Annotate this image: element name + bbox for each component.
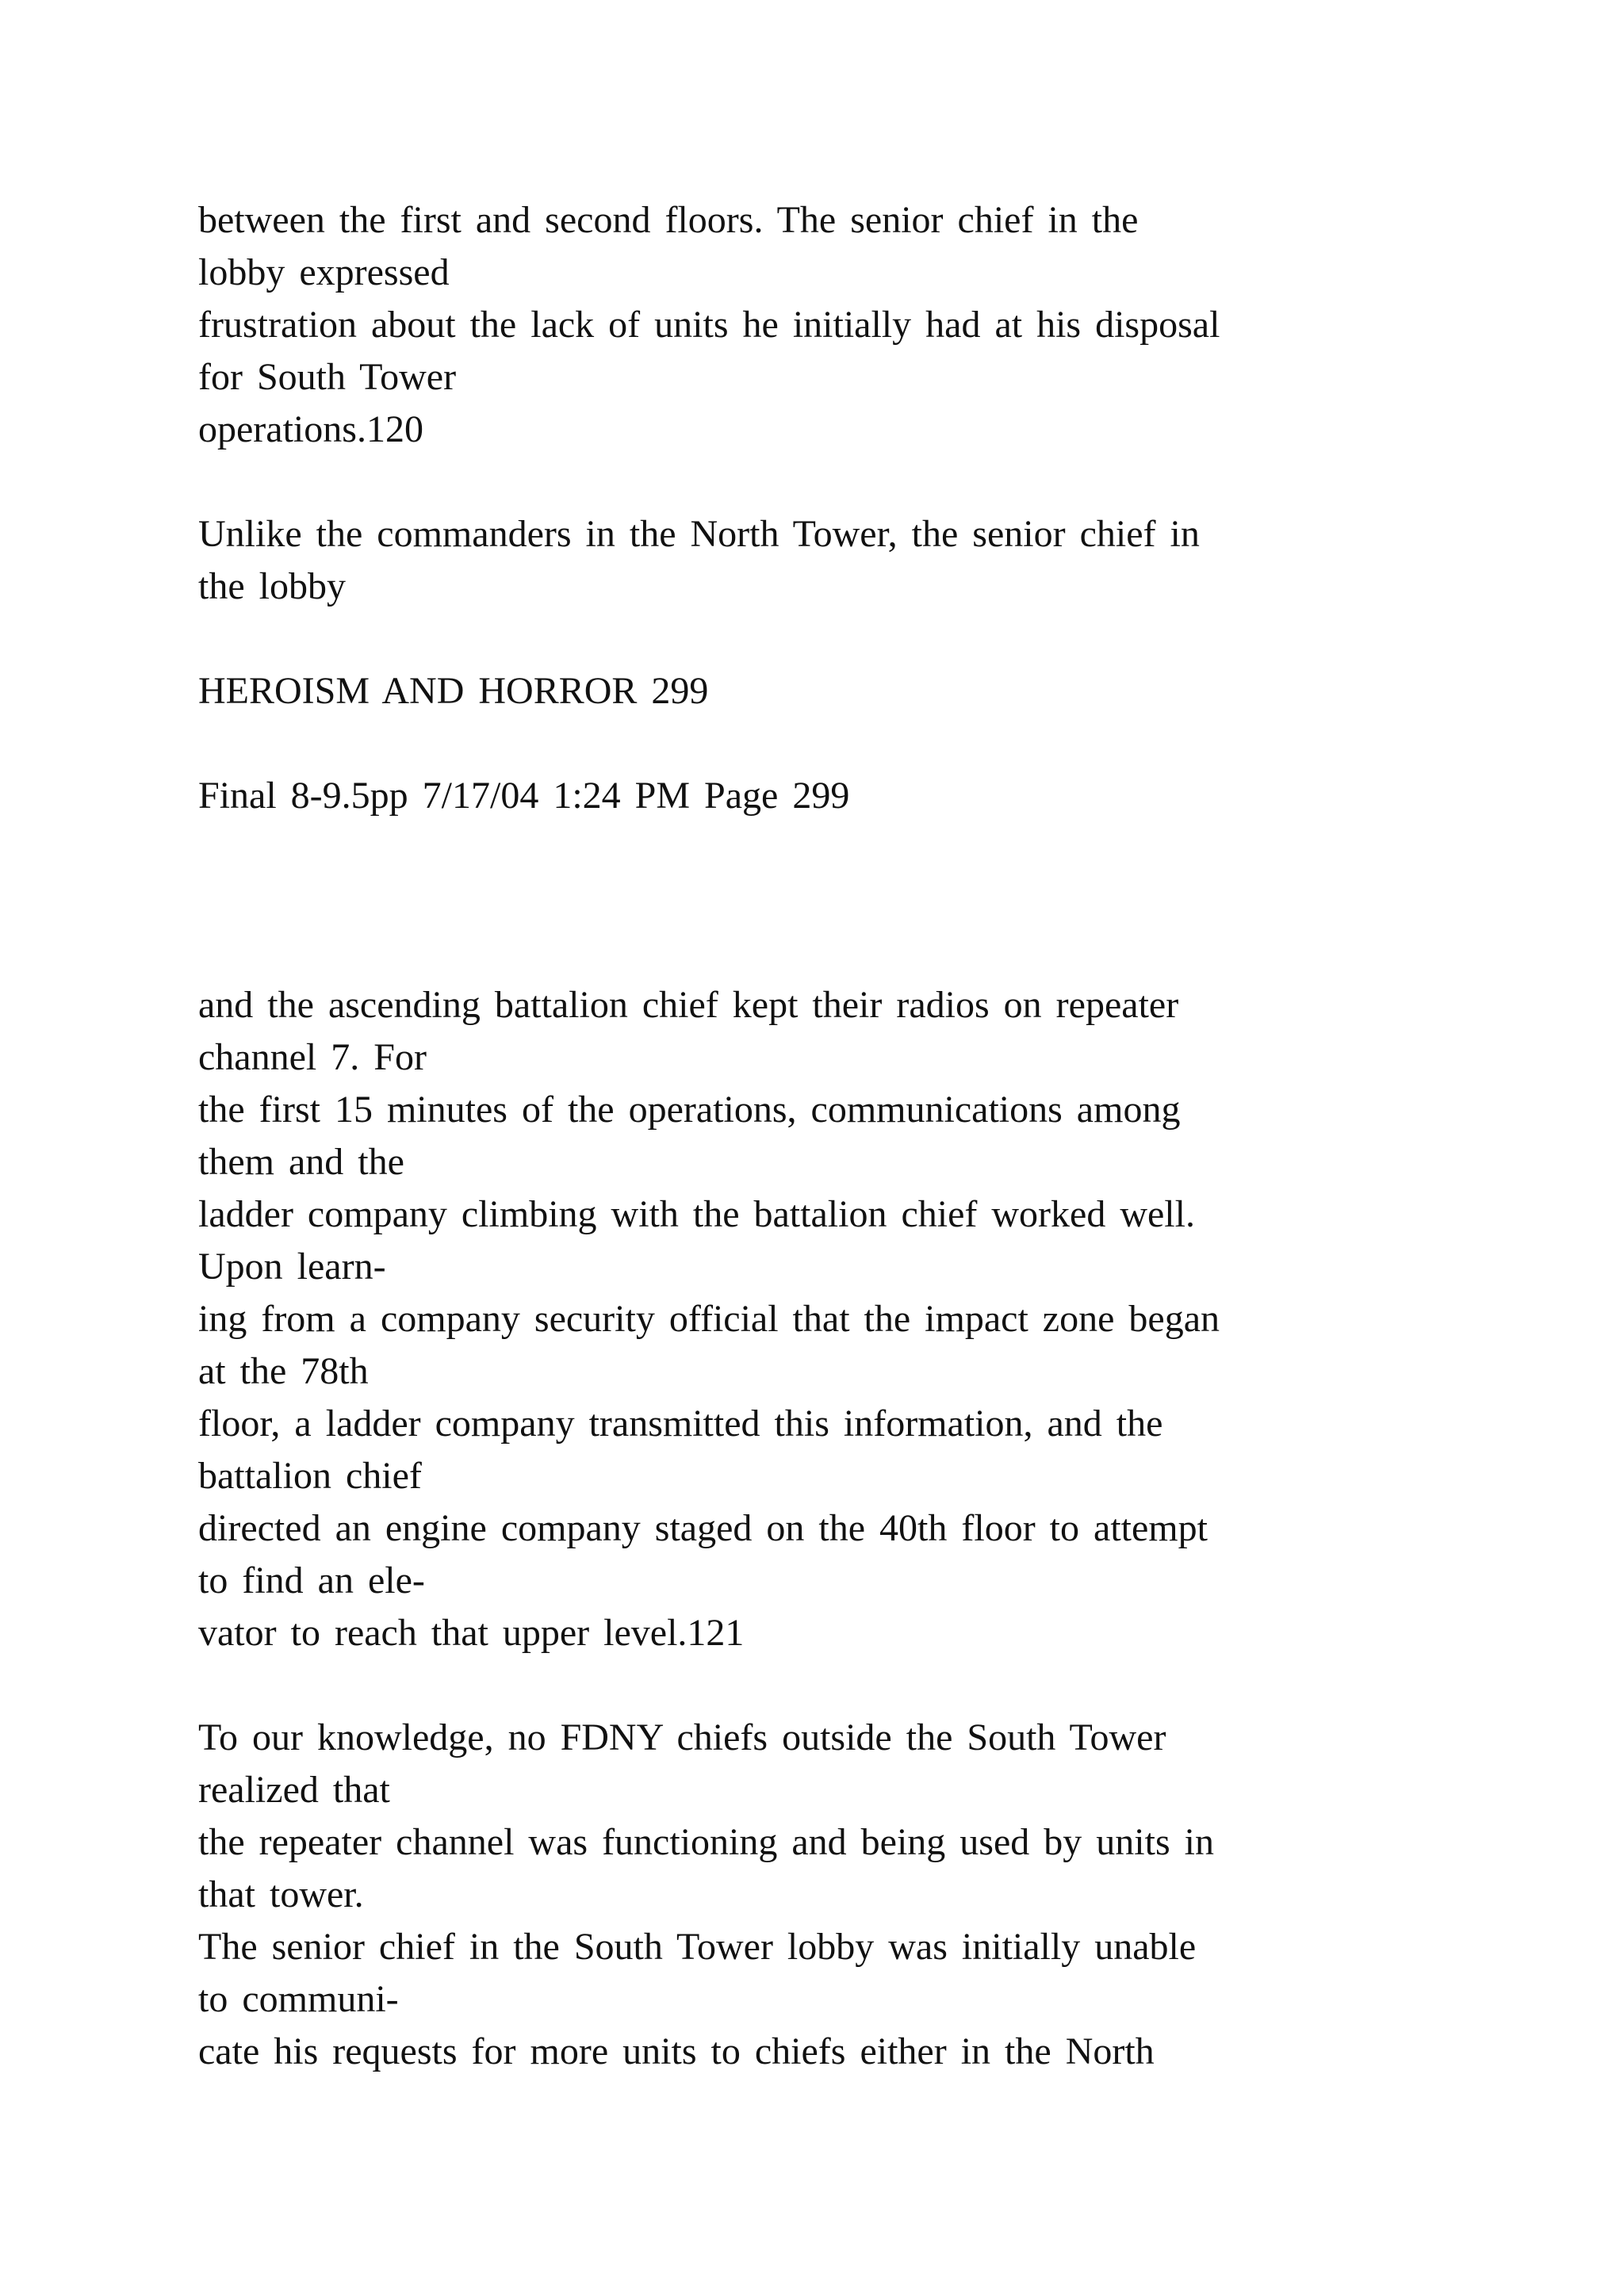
print-slug: Final 8-9.5pp 7/17/04 1:24 PM Page 299 <box>198 775 850 817</box>
text-line: to find an ele- <box>198 1559 425 1601</box>
text-line: them and the <box>198 1141 404 1183</box>
text-line: cate his requests for more units to chiefs either in the North <box>198 2030 1155 2072</box>
text-line: Unlike the commanders in the North Tower, the senior chief in <box>198 513 1200 555</box>
text-line: ing from a company security official that the impact zone began <box>198 1298 1220 1340</box>
text-line: channel 7. For <box>198 1036 427 1078</box>
text-line: vator to reach that upper level.121 <box>198 1612 745 1654</box>
text-line: operations.120 <box>198 408 423 450</box>
paragraph-repeater-channel <box>198 979 1451 1659</box>
text-line: battalion chief <box>198 1455 422 1497</box>
paragraph-gap <box>198 613 1451 665</box>
text-line: the repeater channel was functioning and being used by units in <box>198 1821 1214 1863</box>
text-line: floor, a ladder company transmitted this information, and the <box>198 1402 1163 1445</box>
text-line: lobby expressed <box>198 251 450 293</box>
paragraph-gap <box>198 718 1451 770</box>
text-line: at the 78th <box>198 1350 369 1392</box>
text-line: frustration about the lack of units he initially had at his disposal <box>198 304 1220 346</box>
document-page <box>198 194 1451 2078</box>
text-line: to communi- <box>198 1978 399 2020</box>
text-line: the first 15 minutes of the operations, communications among <box>198 1089 1181 1131</box>
paragraph-lobby-frustration <box>198 194 1451 456</box>
paragraph-gap <box>198 456 1451 508</box>
text-line: and the ascending battalion chief kept their radios on repeater <box>198 984 1179 1026</box>
paragraph-fdny-knowledge <box>198 1712 1451 2078</box>
running-head: HEROISM AND HORROR 299 <box>198 670 709 712</box>
text-line: that tower. <box>198 1873 364 1915</box>
page-break-gap <box>198 822 1451 979</box>
text-line: directed an engine company staged on the 40th floor to attempt <box>198 1507 1208 1549</box>
text-line: To our knowledge, no FDNY chiefs outside the South Tower <box>198 1716 1166 1758</box>
text-line: Upon learn- <box>198 1246 386 1288</box>
paragraph-gap <box>198 1659 1451 1712</box>
text-line: The senior chief in the South Tower lobby was initially unable <box>198 1926 1197 1968</box>
text-line: the lobby <box>198 565 346 607</box>
text-line: realized that <box>198 1769 390 1811</box>
text-line: for South Tower <box>198 356 457 398</box>
text-line: between the first and second floors. The senior chief in the <box>198 199 1139 241</box>
paragraph-unlike-commanders <box>198 508 1451 613</box>
text-line: ladder company climbing with the battalion chief worked well. <box>198 1193 1195 1235</box>
